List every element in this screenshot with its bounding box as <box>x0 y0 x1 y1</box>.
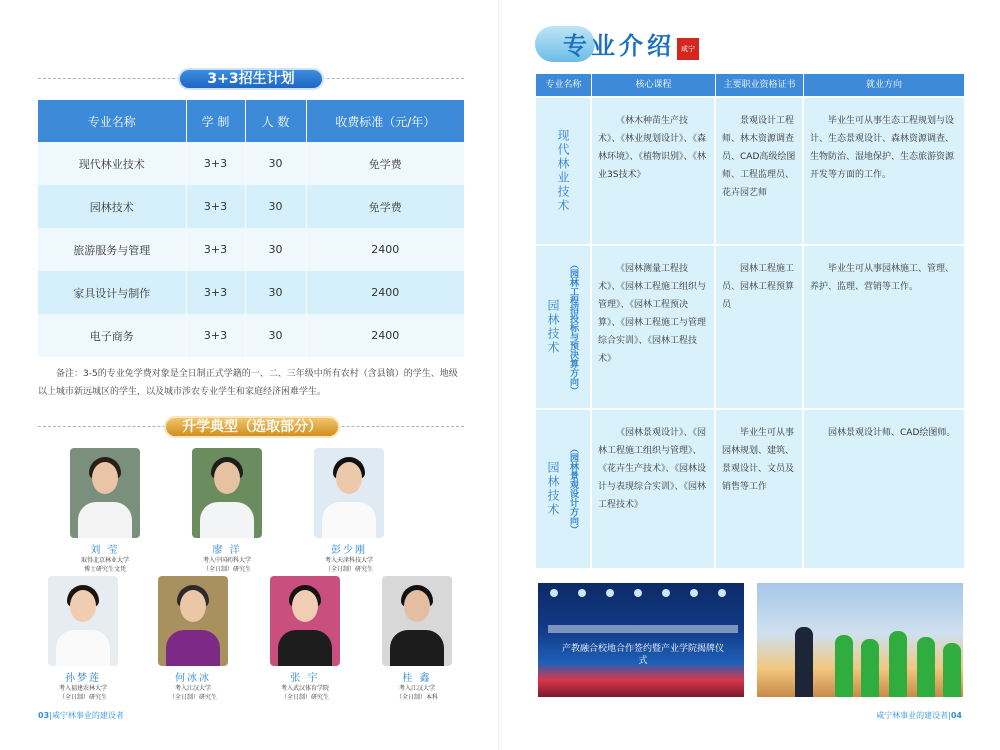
page-number: 03 <box>38 711 50 720</box>
page-number: 04 <box>950 711 962 720</box>
table-cell: 2400 <box>306 271 464 314</box>
seal-stamp: 咸宁 <box>677 38 699 60</box>
stage-light <box>662 589 670 597</box>
stage-light <box>718 589 726 597</box>
signing-ceremony-photo <box>536 581 746 699</box>
major-cell <box>536 98 592 244</box>
table-cell: 30 <box>245 314 306 357</box>
alumni-card <box>302 448 396 574</box>
table-cell: 2400 <box>306 314 464 357</box>
table-cell: 2400 <box>306 228 464 271</box>
major-direction: （园林工程招投标与预决算方向） <box>568 259 578 395</box>
column-header: 专业名称 <box>38 100 186 142</box>
table-cell: 家具设计与制作 <box>38 271 186 314</box>
alumni-photo <box>270 576 340 666</box>
column-header: 核心课程 <box>592 74 716 96</box>
table-row <box>38 185 464 228</box>
table-row <box>38 228 464 271</box>
enrollment-note: 备注：3-5的专业免学费对象是全日制正式学籍的一、二、三年级中所有农村（含县镇）的学生、地级以上城市新远城区的学生，以及城市涉农专业学生和家庭经济困难学生。 <box>38 369 458 397</box>
alumni-photo <box>192 448 262 538</box>
table-cell: 30 <box>245 228 306 271</box>
stage-light <box>606 589 614 597</box>
photo-face <box>292 590 318 622</box>
table-cell: 3+3 <box>186 228 245 271</box>
photo-face <box>404 590 430 622</box>
alumni-degree: （全日制）研究生 <box>202 566 251 573</box>
photo-face <box>336 462 362 494</box>
major-cell <box>536 246 592 408</box>
alumni-card <box>370 576 464 702</box>
table-cell: 旅游服务与管理 <box>38 228 186 271</box>
alumni-title: 升学典型（选取部分） <box>164 416 340 438</box>
column-header: 就业方向 <box>804 74 964 96</box>
alumni-photo <box>382 576 452 666</box>
alumni-school: 考入江汉大学 <box>398 685 435 692</box>
courses-cell: 《园林测量工程技术》、《园林工程施工组织与管理》、《园林工程预决算》、《园林工程施工与管理综合实训》、《园林工程技术》 <box>592 246 716 408</box>
table-cell: 电子商务 <box>38 314 186 357</box>
alumni-photo <box>48 576 118 666</box>
alumni-degree: 博士研究生文凭 <box>83 566 126 573</box>
alumni-name: 廖 洋 <box>212 545 242 556</box>
alumni-card <box>180 448 274 574</box>
enrollment-plan-header <box>38 68 464 90</box>
alumni-school: 取得北京林业大学 <box>80 557 129 564</box>
table-row <box>536 96 964 244</box>
major-name: 园林技术 <box>546 461 560 517</box>
page-fold <box>498 0 502 750</box>
table-cell: 3+3 <box>186 314 245 357</box>
stage-light <box>634 589 642 597</box>
column-header: 专业名称 <box>536 74 592 96</box>
footer-left <box>38 710 124 721</box>
banner-strip <box>548 625 738 633</box>
photo-face <box>180 590 206 622</box>
certs-cell: 园林工程施工员、园林工程预算员 <box>716 246 804 408</box>
courses-cell: 《林木种苗生产技术》、《林业规划设计》、《森林环境》、《植物识别》、《林业3S技术》 <box>592 98 716 244</box>
alumni-card <box>36 576 130 702</box>
alumni-photo <box>70 448 140 538</box>
stage-light <box>550 589 558 597</box>
certs-cell: 景观设计工程师、林木资源调查员、CAD高级绘图师、工程监理员、花卉园艺师 <box>716 98 804 244</box>
person-figure <box>835 635 853 697</box>
alumni-name: 孙梦莲 <box>65 673 101 684</box>
table-cell: 3+3 <box>186 142 245 185</box>
enrollment-table <box>38 100 464 357</box>
alumni-header <box>38 416 464 438</box>
alumni-degree: （全日制）本科 <box>395 694 438 701</box>
table-cell: 现代林业技术 <box>38 142 186 185</box>
major-intro-title: 专业介绍 <box>563 31 675 60</box>
person-figure <box>861 639 879 697</box>
alumni-name: 桂 鑫 <box>402 673 432 684</box>
table-row <box>38 142 464 185</box>
alumni-name: 何冰冰 <box>175 673 211 684</box>
table-row <box>536 244 964 408</box>
table-header-row <box>38 100 464 142</box>
column-header: 学 制 <box>186 100 245 142</box>
certs-cell: 毕业生可从事园林规划、建筑、景观设计、文员及销售等工作 <box>716 410 804 568</box>
table-cell: 园林技术 <box>38 185 186 228</box>
table-cell: 30 <box>245 185 306 228</box>
alumni-degree: （全日制）研究生 <box>168 694 217 701</box>
photo-face <box>70 590 96 622</box>
photo-body <box>78 502 132 538</box>
alumni-school: 考入福建农林大学 <box>58 685 107 692</box>
award-photo <box>755 581 965 699</box>
table-row <box>38 271 464 314</box>
alumni-photo <box>314 448 384 538</box>
jobs-cell: 园林景观设计师、CAD绘图师。 <box>828 428 956 438</box>
table-cell: 30 <box>245 142 306 185</box>
alumni-card <box>146 576 240 702</box>
courses-cell: 《园林景观设计》、《园林工程施工组织与管理》、《花卉生产技术》、《园林设计与表现综合实训》、《园林工程技术》 <box>592 410 716 568</box>
major-name: 现代林业技术 <box>556 129 570 213</box>
major-cell <box>536 410 592 568</box>
alumni-degree: （全日制）研究生 <box>58 694 107 701</box>
alumni-degree: （全日制）研究生 <box>280 694 329 701</box>
alumni-name: 张 宇 <box>290 673 320 684</box>
alumni-school: 考入江汉大学 <box>174 685 211 692</box>
photo-body <box>322 502 376 538</box>
footer-slogan: 咸宁林事业的建设者| <box>876 711 951 720</box>
table-cell: 30 <box>245 271 306 314</box>
jobs-cell: 毕业生可从事园林施工、管理、养护、监理、营销等工作。 <box>810 264 955 292</box>
person-figure <box>917 637 935 697</box>
table-header-row <box>536 74 964 96</box>
column-header: 人 数 <box>245 100 306 142</box>
alumni-degree: （全日制）研究生 <box>324 566 373 573</box>
photo-face <box>92 462 118 494</box>
major-table <box>536 74 964 568</box>
alumni-name: 刘 莹 <box>90 545 120 556</box>
major-direction: （园林景观设计方向） <box>568 444 578 534</box>
column-header: 收费标准（元/年） <box>306 100 464 142</box>
person-figure <box>889 631 907 697</box>
alumni-school: 考入武汉体育学院 <box>280 685 329 692</box>
alumni-school: 考入天津科技大学 <box>324 557 373 564</box>
alumni-photo <box>158 576 228 666</box>
photo-body <box>56 630 110 666</box>
photo-body <box>278 630 332 666</box>
table-row <box>38 314 464 357</box>
major-name: 园林技术 <box>546 299 560 355</box>
alumni-name: 彭少刚 <box>331 545 367 556</box>
column-header: 主要职业资格证书 <box>716 74 804 96</box>
alumni-school: 考入中国药科大学 <box>202 557 251 564</box>
stage-light <box>690 589 698 597</box>
enrollment-plan-title: 3+3招生计划 <box>178 68 324 90</box>
table-cell: 免学费 <box>306 142 464 185</box>
photo-body <box>200 502 254 538</box>
footer-right <box>876 710 962 721</box>
alumni-card <box>58 448 152 574</box>
banner-text: 产教融合校地合作签约暨产业学院揭牌仪式 <box>561 644 724 666</box>
footer-slogan: |咸宁林事业的建设者 <box>49 711 124 720</box>
table-cell: 免学费 <box>306 185 464 228</box>
stage-light <box>578 589 586 597</box>
photo-body <box>166 630 220 666</box>
jobs-cell: 毕业生可从事生态工程规划与设计、生态景观设计、森林资源调查、生物防治、湿地保护、生态旅游资源开发等方面的工作。 <box>810 116 955 180</box>
person-figure <box>795 627 813 697</box>
table-row <box>536 408 964 568</box>
section-logo <box>535 18 715 68</box>
person-figure <box>943 643 961 697</box>
table-cell: 3+3 <box>186 271 245 314</box>
photo-face <box>214 462 240 494</box>
photo-body <box>390 630 444 666</box>
table-cell: 3+3 <box>186 185 245 228</box>
alumni-card <box>258 576 352 702</box>
